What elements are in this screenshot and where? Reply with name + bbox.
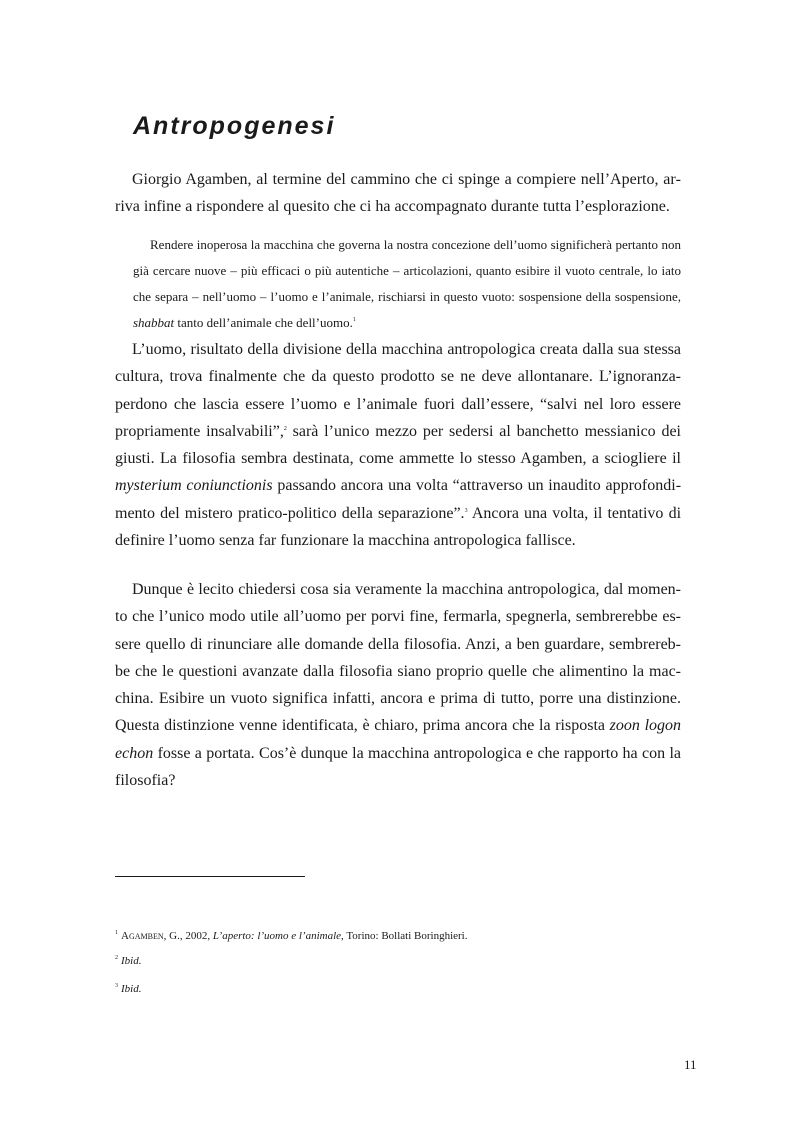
footnote-2-number: 2	[115, 955, 118, 961]
footnote-ref-2[interactable]: 2	[283, 425, 287, 432]
paragraph-third-italic: zoon logon echon	[115, 717, 682, 762]
paragraph-second-part1: L’uomo, risultato della divisione della macchina antropologica creata dalla sua stessa cultura, trova finalmente che da questo prodotto se ne deve allontanare. L’ignoranza-perdono che lascia essere l’uomo e l’animale fuori dall’essere, “salvi nel loro essere propriamente insalvabili”,	[115, 341, 681, 440]
footnote-1-number: 1	[115, 930, 118, 936]
footnote-3-number: 3	[115, 983, 118, 989]
footnote-1-publisher: , Torino: Bollati Boringhieri.	[341, 930, 468, 942]
footnote-1-title: L’aperto: l’uomo e l’animale	[212, 930, 342, 942]
paragraph-third-part1: Dunque è lecito chiedersi cosa sia veramente la macchina antropologica, dal momento che l’unico modo utile all’uomo per porvi fine, fermarla, spegnerla, sembrerebbe essere quello di rinunciare alle domande della filosofia. Anzi, a ben guardare, sembrerebbe che le questioni avanzate dalla filosofia siano proprio quelle che alimentino la macchina. Esibire un vuoto significa infatti, ancora e prima di tutto, porre una distinzione. Questa distinzione venne identificata, è chiaro, prima ancora che la risposta	[115, 581, 681, 735]
paragraph-third-part2: fosse a portata. Cos’è dunque la macchina antropologica e che rapporto ha con la filosofia?	[115, 744, 682, 790]
quote-italic: shabbat	[133, 315, 175, 330]
chapter-title: Antropogenesi	[133, 112, 336, 140]
paragraph-intro	[115, 166, 681, 221]
footnote-2	[115, 954, 681, 968]
footnote-3	[115, 982, 681, 996]
quote-text: Rendere inoperosa la macchina che governa la nostra concezione dell’uomo significherà pertanto non già cercare nuove – più efficaci o più autentiche – articolazioni, quanto esibire il vuoto centrale, lo iato che separa – nell’uomo – l’uomo e l’animale, rischiarsi in questo vuoto: sospensione della sospensione,	[133, 237, 681, 304]
paragraph-second	[115, 336, 681, 554]
footnote-ref-3[interactable]: 3	[464, 507, 468, 514]
paragraph-second-part4: Ancora una volta, il tentativo di definire l’uomo senza far funzionare la macchina antropologica fallisce.	[115, 504, 682, 550]
footnote-1-details: , G., 2002,	[163, 930, 211, 942]
paragraph-second-part2: sarà l’unico mezzo per sedersi al banchetto messianico dei giusti. La filosofia sembra destinata, come ammette lo stesso Agamben, a sciogliere il	[115, 422, 681, 468]
footnote-3-title: Ibid.	[121, 983, 142, 995]
quote-text-end: tanto dell’animale che dell’uomo.	[177, 315, 353, 330]
footnote-1-author: Agamben	[121, 930, 164, 942]
footnote-divider	[115, 876, 305, 877]
footnote-2-title: Ibid.	[121, 955, 142, 967]
paragraph-second-part3: passando ancora una volta “attraverso un inaudito approfondimento del mistero pratico-politico della separazione”.	[115, 477, 682, 522]
paragraph-third	[115, 576, 681, 794]
paragraph-intro-text: Giorgio Agamben, al termine del cammino che ci spinge a compiere nell’Aperto, arriva infine a rispondere al quesito che ci ha accompagnato durante tutta l’esplorazione.	[115, 171, 681, 216]
page-number: 11	[684, 1057, 697, 1072]
paragraph-second-italic: mysterium coniunctionis	[115, 477, 273, 495]
block-quote	[133, 232, 681, 336]
footnote-1	[115, 929, 681, 943]
footnote-ref-1[interactable]: 1	[352, 317, 356, 323]
